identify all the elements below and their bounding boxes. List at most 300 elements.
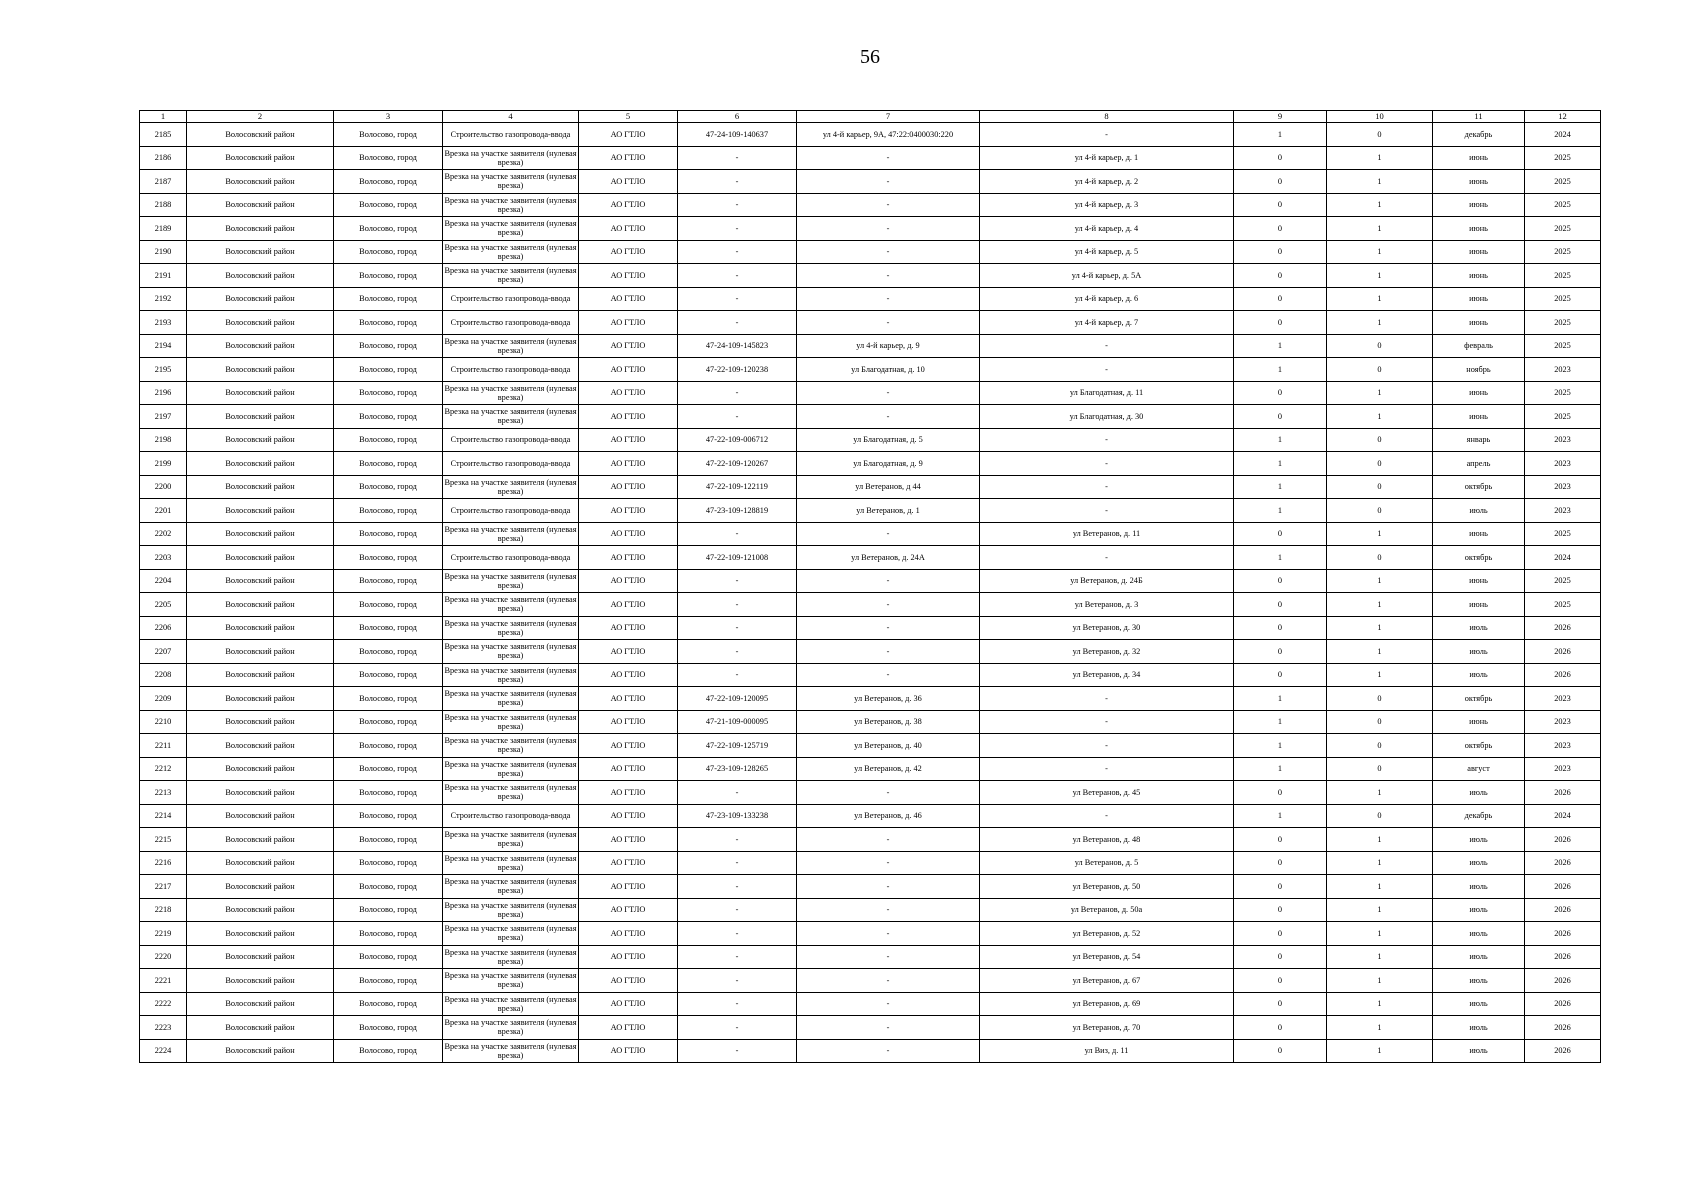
year-cell: 2023 xyxy=(1525,428,1601,452)
count-a-cell: 0 xyxy=(1234,170,1327,194)
count-a-cell: 0 xyxy=(1234,240,1327,264)
object-address-cell: ул Ветеранов, д. 24А xyxy=(797,546,980,570)
month-cell: июль xyxy=(1433,875,1525,899)
year-cell: 2025 xyxy=(1525,311,1601,335)
object-address-cell: - xyxy=(797,828,980,852)
application-number-cell: - xyxy=(678,969,797,993)
page-number: 56 xyxy=(860,46,880,68)
object-address-cell: - xyxy=(797,640,980,664)
row-number-cell: 2202 xyxy=(140,522,187,546)
application-number-cell: 47-24-109-140637 xyxy=(678,123,797,147)
year-cell: 2026 xyxy=(1525,969,1601,993)
settlement-cell: Волосово, город xyxy=(334,381,443,405)
settlement-cell: Волосово, город xyxy=(334,781,443,805)
applicant-address-cell: ул Ветеранов, д. 45 xyxy=(980,781,1234,805)
count-b-cell: 1 xyxy=(1327,170,1433,194)
district-cell: Волосовский район xyxy=(187,616,334,640)
district-cell: Волосовский район xyxy=(187,405,334,429)
district-cell: Волосовский район xyxy=(187,663,334,687)
settlement-cell: Волосово, город xyxy=(334,757,443,781)
row-number-cell: 2192 xyxy=(140,287,187,311)
organization-cell: АО ГТЛО xyxy=(579,240,678,264)
applicant-address-cell: ул Ветеранов, д. 69 xyxy=(980,992,1234,1016)
month-cell: октябрь xyxy=(1433,687,1525,711)
month-cell: июнь xyxy=(1433,193,1525,217)
row-number-cell: 2220 xyxy=(140,945,187,969)
count-a-cell: 0 xyxy=(1234,992,1327,1016)
year-cell: 2023 xyxy=(1525,734,1601,758)
application-number-cell: - xyxy=(678,992,797,1016)
year-cell: 2023 xyxy=(1525,358,1601,382)
column-header-2: 2 xyxy=(187,111,334,123)
month-cell: август xyxy=(1433,757,1525,781)
month-cell: июль xyxy=(1433,851,1525,875)
district-cell: Волосовский район xyxy=(187,922,334,946)
organization-cell: АО ГТЛО xyxy=(579,593,678,617)
district-cell: Волосовский район xyxy=(187,734,334,758)
count-b-cell: 1 xyxy=(1327,146,1433,170)
year-cell: 2025 xyxy=(1525,334,1601,358)
year-cell: 2024 xyxy=(1525,123,1601,147)
application-number-cell: 47-22-109-121008 xyxy=(678,546,797,570)
object-address-cell: - xyxy=(797,593,980,617)
count-a-cell: 0 xyxy=(1234,616,1327,640)
applicant-address-cell: ул Ветеранов, д. 34 xyxy=(980,663,1234,687)
month-cell: декабрь xyxy=(1433,804,1525,828)
year-cell: 2025 xyxy=(1525,522,1601,546)
work-type-cell: Врезка на участке заявителя (нулевая врезка) xyxy=(443,381,579,405)
organization-cell: АО ГТЛО xyxy=(579,1016,678,1040)
work-type-cell: Врезка на участке заявителя (нулевая врезка) xyxy=(443,264,579,288)
settlement-cell: Волосово, город xyxy=(334,123,443,147)
year-cell: 2026 xyxy=(1525,992,1601,1016)
organization-cell: АО ГТЛО xyxy=(579,358,678,382)
count-a-cell: 0 xyxy=(1234,264,1327,288)
settlement-cell: Волосово, город xyxy=(334,240,443,264)
count-b-cell: 1 xyxy=(1327,264,1433,288)
row-number-cell: 2203 xyxy=(140,546,187,570)
organization-cell: АО ГТЛО xyxy=(579,546,678,570)
object-address-cell: ул Ветеранов, д 44 xyxy=(797,475,980,499)
row-number-cell: 2201 xyxy=(140,499,187,523)
count-a-cell: 0 xyxy=(1234,593,1327,617)
column-header-7: 7 xyxy=(797,111,980,123)
work-type-cell: Строительство газопровода-ввода xyxy=(443,452,579,476)
count-b-cell: 1 xyxy=(1327,898,1433,922)
table-row xyxy=(140,405,1601,429)
work-type-cell: Врезка на участке заявителя (нулевая врезка) xyxy=(443,217,579,241)
table-row xyxy=(140,217,1601,241)
month-cell: февраль xyxy=(1433,334,1525,358)
application-number-cell: - xyxy=(678,287,797,311)
row-number-cell: 2197 xyxy=(140,405,187,429)
object-address-cell: ул Благодатная, д. 10 xyxy=(797,358,980,382)
month-cell: январь xyxy=(1433,428,1525,452)
month-cell: июнь xyxy=(1433,217,1525,241)
work-type-cell: Врезка на участке заявителя (нулевая врезка) xyxy=(443,969,579,993)
table-row xyxy=(140,922,1601,946)
settlement-cell: Волосово, город xyxy=(334,875,443,899)
object-address-cell: - xyxy=(797,170,980,194)
month-cell: июль xyxy=(1433,969,1525,993)
settlement-cell: Волосово, город xyxy=(334,311,443,335)
applicant-address-cell: ул 4-й карьер, д. 6 xyxy=(980,287,1234,311)
count-b-cell: 0 xyxy=(1327,123,1433,147)
year-cell: 2023 xyxy=(1525,475,1601,499)
count-a-cell: 0 xyxy=(1234,945,1327,969)
object-address-cell: - xyxy=(797,781,980,805)
work-type-cell: Строительство газопровода-ввода xyxy=(443,123,579,147)
month-cell: октябрь xyxy=(1433,734,1525,758)
district-cell: Волосовский район xyxy=(187,170,334,194)
organization-cell: АО ГТЛО xyxy=(579,781,678,805)
row-number-cell: 2215 xyxy=(140,828,187,852)
row-number-cell: 2187 xyxy=(140,170,187,194)
application-number-cell: - xyxy=(678,381,797,405)
count-b-cell: 0 xyxy=(1327,710,1433,734)
row-number-cell: 2207 xyxy=(140,640,187,664)
application-number-cell: - xyxy=(678,828,797,852)
table-row xyxy=(140,381,1601,405)
count-b-cell: 1 xyxy=(1327,311,1433,335)
count-b-cell: 1 xyxy=(1327,875,1433,899)
applicant-address-cell: - xyxy=(980,710,1234,734)
settlement-cell: Волосово, город xyxy=(334,1039,443,1063)
count-a-cell: 0 xyxy=(1234,663,1327,687)
object-address-cell: - xyxy=(797,193,980,217)
count-b-cell: 0 xyxy=(1327,334,1433,358)
table-row xyxy=(140,1039,1601,1063)
organization-cell: АО ГТЛО xyxy=(579,123,678,147)
applicant-address-cell: ул 4-й карьер, д. 5 xyxy=(980,240,1234,264)
object-address-cell: - xyxy=(797,146,980,170)
table-row xyxy=(140,569,1601,593)
month-cell: июль xyxy=(1433,1039,1525,1063)
application-number-cell: - xyxy=(678,781,797,805)
organization-cell: АО ГТЛО xyxy=(579,522,678,546)
month-cell: июнь xyxy=(1433,311,1525,335)
application-number-cell: - xyxy=(678,170,797,194)
row-number-cell: 2185 xyxy=(140,123,187,147)
application-number-cell: 47-23-109-128819 xyxy=(678,499,797,523)
table-row xyxy=(140,616,1601,640)
application-number-cell: - xyxy=(678,405,797,429)
year-cell: 2025 xyxy=(1525,146,1601,170)
month-cell: июль xyxy=(1433,499,1525,523)
year-cell: 2026 xyxy=(1525,828,1601,852)
table-row xyxy=(140,992,1601,1016)
month-cell: июль xyxy=(1433,781,1525,805)
organization-cell: АО ГТЛО xyxy=(579,851,678,875)
table-row xyxy=(140,475,1601,499)
applicant-address-cell: - xyxy=(980,546,1234,570)
month-cell: июль xyxy=(1433,898,1525,922)
district-cell: Волосовский район xyxy=(187,264,334,288)
count-a-cell: 1 xyxy=(1234,475,1327,499)
applicant-address-cell: ул Благодатная, д. 11 xyxy=(980,381,1234,405)
table-row xyxy=(140,851,1601,875)
work-type-cell: Строительство газопровода-ввода xyxy=(443,499,579,523)
row-number-cell: 2221 xyxy=(140,969,187,993)
table-row xyxy=(140,546,1601,570)
settlement-cell: Волосово, город xyxy=(334,804,443,828)
application-number-cell: - xyxy=(678,1016,797,1040)
count-b-cell: 1 xyxy=(1327,1016,1433,1040)
object-address-cell: ул Ветеранов, д. 36 xyxy=(797,687,980,711)
work-type-cell: Врезка на участке заявителя (нулевая врезка) xyxy=(443,992,579,1016)
settlement-cell: Волосово, город xyxy=(334,475,443,499)
year-cell: 2025 xyxy=(1525,193,1601,217)
organization-cell: АО ГТЛО xyxy=(579,969,678,993)
district-cell: Волосовский район xyxy=(187,875,334,899)
applicant-address-cell: - xyxy=(980,804,1234,828)
count-a-cell: 1 xyxy=(1234,499,1327,523)
applicant-address-cell: ул Ветеранов, д. 5 xyxy=(980,851,1234,875)
count-b-cell: 1 xyxy=(1327,522,1433,546)
work-type-cell: Строительство газопровода-ввода xyxy=(443,311,579,335)
work-type-cell: Врезка на участке заявителя (нулевая врезка) xyxy=(443,475,579,499)
applicant-address-cell: ул 4-й карьер, д. 4 xyxy=(980,217,1234,241)
count-b-cell: 0 xyxy=(1327,804,1433,828)
month-cell: июнь xyxy=(1433,264,1525,288)
district-cell: Волосовский район xyxy=(187,240,334,264)
year-cell: 2023 xyxy=(1525,499,1601,523)
application-number-cell: 47-22-109-120267 xyxy=(678,452,797,476)
organization-cell: АО ГТЛО xyxy=(579,287,678,311)
application-number-cell: - xyxy=(678,1039,797,1063)
district-cell: Волосовский район xyxy=(187,311,334,335)
column-header-10: 10 xyxy=(1327,111,1433,123)
row-number-cell: 2190 xyxy=(140,240,187,264)
organization-cell: АО ГТЛО xyxy=(579,710,678,734)
applicant-address-cell: ул 4-й карьер, д. 5А xyxy=(980,264,1234,288)
count-a-cell: 0 xyxy=(1234,875,1327,899)
work-type-cell: Строительство газопровода-ввода xyxy=(443,358,579,382)
applicant-address-cell: ул Ветеранов, д. 30 xyxy=(980,616,1234,640)
table-row xyxy=(140,757,1601,781)
table-row xyxy=(140,710,1601,734)
application-number-cell: - xyxy=(678,898,797,922)
applicant-address-cell: - xyxy=(980,428,1234,452)
object-address-cell: - xyxy=(797,851,980,875)
settlement-cell: Волосово, город xyxy=(334,264,443,288)
month-cell: июль xyxy=(1433,992,1525,1016)
count-a-cell: 0 xyxy=(1234,311,1327,335)
settlement-cell: Волосово, город xyxy=(334,687,443,711)
month-cell: июнь xyxy=(1433,287,1525,311)
settlement-cell: Волосово, город xyxy=(334,663,443,687)
organization-cell: АО ГТЛО xyxy=(579,170,678,194)
object-address-cell: ул Ветеранов, д. 46 xyxy=(797,804,980,828)
work-type-cell: Строительство газопровода-ввода xyxy=(443,546,579,570)
month-cell: июль xyxy=(1433,828,1525,852)
applicant-address-cell: - xyxy=(980,334,1234,358)
count-b-cell: 1 xyxy=(1327,193,1433,217)
table-row xyxy=(140,663,1601,687)
application-number-cell: - xyxy=(678,217,797,241)
settlement-cell: Волосово, город xyxy=(334,452,443,476)
object-address-cell: - xyxy=(797,898,980,922)
district-cell: Волосовский район xyxy=(187,687,334,711)
count-a-cell: 1 xyxy=(1234,428,1327,452)
object-address-cell: - xyxy=(797,969,980,993)
table-row xyxy=(140,898,1601,922)
settlement-cell: Волосово, город xyxy=(334,640,443,664)
table-row xyxy=(140,452,1601,476)
month-cell: июль xyxy=(1433,640,1525,664)
work-type-cell: Врезка на участке заявителя (нулевая врезка) xyxy=(443,569,579,593)
count-b-cell: 1 xyxy=(1327,969,1433,993)
row-number-cell: 2186 xyxy=(140,146,187,170)
applicant-address-cell: ул 4-й карьер, д. 7 xyxy=(980,311,1234,335)
year-cell: 2023 xyxy=(1525,710,1601,734)
row-number-cell: 2223 xyxy=(140,1016,187,1040)
count-a-cell: 0 xyxy=(1234,1016,1327,1040)
row-number-cell: 2214 xyxy=(140,804,187,828)
year-cell: 2025 xyxy=(1525,569,1601,593)
year-cell: 2025 xyxy=(1525,287,1601,311)
year-cell: 2026 xyxy=(1525,640,1601,664)
applicant-address-cell: ул Ветеранов, д. 3 xyxy=(980,593,1234,617)
row-number-cell: 2212 xyxy=(140,757,187,781)
district-cell: Волосовский район xyxy=(187,945,334,969)
work-type-cell: Строительство газопровода-ввода xyxy=(443,428,579,452)
table-row xyxy=(140,593,1601,617)
application-number-cell: - xyxy=(678,193,797,217)
table-row xyxy=(140,687,1601,711)
district-cell: Волосовский район xyxy=(187,710,334,734)
row-number-cell: 2205 xyxy=(140,593,187,617)
work-type-cell: Врезка на участке заявителя (нулевая врезка) xyxy=(443,851,579,875)
organization-cell: АО ГТЛО xyxy=(579,898,678,922)
count-a-cell: 0 xyxy=(1234,851,1327,875)
organization-cell: АО ГТЛО xyxy=(579,405,678,429)
table-row xyxy=(140,264,1601,288)
work-type-cell: Врезка на участке заявителя (нулевая врезка) xyxy=(443,240,579,264)
organization-cell: АО ГТЛО xyxy=(579,687,678,711)
month-cell: ноябрь xyxy=(1433,358,1525,382)
organization-cell: АО ГТЛО xyxy=(579,334,678,358)
table-row xyxy=(140,170,1601,194)
settlement-cell: Волосово, город xyxy=(334,1016,443,1040)
district-cell: Волосовский район xyxy=(187,757,334,781)
organization-cell: АО ГТЛО xyxy=(579,945,678,969)
year-cell: 2025 xyxy=(1525,264,1601,288)
month-cell: июль xyxy=(1433,663,1525,687)
row-number-cell: 2224 xyxy=(140,1039,187,1063)
month-cell: июнь xyxy=(1433,170,1525,194)
year-cell: 2026 xyxy=(1525,945,1601,969)
table-row xyxy=(140,193,1601,217)
application-number-cell: - xyxy=(678,240,797,264)
column-header-9: 9 xyxy=(1234,111,1327,123)
table-row xyxy=(140,240,1601,264)
application-number-cell: - xyxy=(678,569,797,593)
table-row xyxy=(140,828,1601,852)
table-row xyxy=(140,428,1601,452)
application-number-cell: - xyxy=(678,616,797,640)
organization-cell: АО ГТЛО xyxy=(579,452,678,476)
settlement-cell: Волосово, город xyxy=(334,146,443,170)
count-a-cell: 1 xyxy=(1234,757,1327,781)
work-type-cell: Врезка на участке заявителя (нулевая врезка) xyxy=(443,734,579,758)
district-cell: Волосовский район xyxy=(187,381,334,405)
settlement-cell: Волосово, город xyxy=(334,922,443,946)
applicant-address-cell: ул Благодатная, д. 30 xyxy=(980,405,1234,429)
district-cell: Волосовский район xyxy=(187,1039,334,1063)
district-cell: Волосовский район xyxy=(187,428,334,452)
count-a-cell: 1 xyxy=(1234,804,1327,828)
settlement-cell: Волосово, город xyxy=(334,593,443,617)
organization-cell: АО ГТЛО xyxy=(579,875,678,899)
applicant-address-cell: - xyxy=(980,123,1234,147)
applicant-address-cell: ул Ветеранов, д. 67 xyxy=(980,969,1234,993)
count-a-cell: 0 xyxy=(1234,146,1327,170)
month-cell: июнь xyxy=(1433,381,1525,405)
application-number-cell: 47-23-109-128265 xyxy=(678,757,797,781)
row-number-cell: 2216 xyxy=(140,851,187,875)
applicant-address-cell: ул 4-й карьер, д. 3 xyxy=(980,193,1234,217)
work-type-cell: Врезка на участке заявителя (нулевая врезка) xyxy=(443,898,579,922)
count-b-cell: 1 xyxy=(1327,381,1433,405)
district-cell: Волосовский район xyxy=(187,569,334,593)
count-a-cell: 0 xyxy=(1234,781,1327,805)
month-cell: июнь xyxy=(1433,710,1525,734)
district-cell: Волосовский район xyxy=(187,546,334,570)
settlement-cell: Волосово, город xyxy=(334,569,443,593)
count-b-cell: 0 xyxy=(1327,428,1433,452)
row-number-cell: 2193 xyxy=(140,311,187,335)
table-row xyxy=(140,875,1601,899)
row-number-cell: 2213 xyxy=(140,781,187,805)
table-row xyxy=(140,781,1601,805)
district-cell: Волосовский район xyxy=(187,804,334,828)
object-address-cell: - xyxy=(797,922,980,946)
work-type-cell: Врезка на участке заявителя (нулевая врезка) xyxy=(443,687,579,711)
column-header-8: 8 xyxy=(980,111,1234,123)
application-number-cell: 47-22-109-122119 xyxy=(678,475,797,499)
application-number-cell: 47-23-109-133238 xyxy=(678,804,797,828)
settlement-cell: Волосово, город xyxy=(334,898,443,922)
count-b-cell: 1 xyxy=(1327,640,1433,664)
table-row xyxy=(140,804,1601,828)
work-type-cell: Врезка на участке заявителя (нулевая врезка) xyxy=(443,1016,579,1040)
object-address-cell: - xyxy=(797,875,980,899)
settlement-cell: Волосово, город xyxy=(334,428,443,452)
applicant-address-cell: ул 4-й карьер, д. 2 xyxy=(980,170,1234,194)
count-b-cell: 0 xyxy=(1327,546,1433,570)
object-address-cell: ул Ветеранов, д. 1 xyxy=(797,499,980,523)
organization-cell: АО ГТЛО xyxy=(579,217,678,241)
object-address-cell: - xyxy=(797,240,980,264)
settlement-cell: Волосово, город xyxy=(334,945,443,969)
settlement-cell: Волосово, город xyxy=(334,217,443,241)
work-type-cell: Врезка на участке заявителя (нулевая врезка) xyxy=(443,1039,579,1063)
settlement-cell: Волосово, город xyxy=(334,616,443,640)
applicant-address-cell: ул Ветеранов, д. 50 xyxy=(980,875,1234,899)
settlement-cell: Волосово, город xyxy=(334,522,443,546)
row-number-cell: 2206 xyxy=(140,616,187,640)
application-number-cell: - xyxy=(678,593,797,617)
object-address-cell: ул Ветеранов, д. 42 xyxy=(797,757,980,781)
applicant-address-cell: ул 4-й карьер, д. 1 xyxy=(980,146,1234,170)
work-type-cell: Врезка на участке заявителя (нулевая врезка) xyxy=(443,945,579,969)
organization-cell: АО ГТЛО xyxy=(579,428,678,452)
registry-table xyxy=(139,110,1601,1063)
application-number-cell: - xyxy=(678,851,797,875)
count-a-cell: 0 xyxy=(1234,381,1327,405)
work-type-cell: Врезка на участке заявителя (нулевая врезка) xyxy=(443,146,579,170)
